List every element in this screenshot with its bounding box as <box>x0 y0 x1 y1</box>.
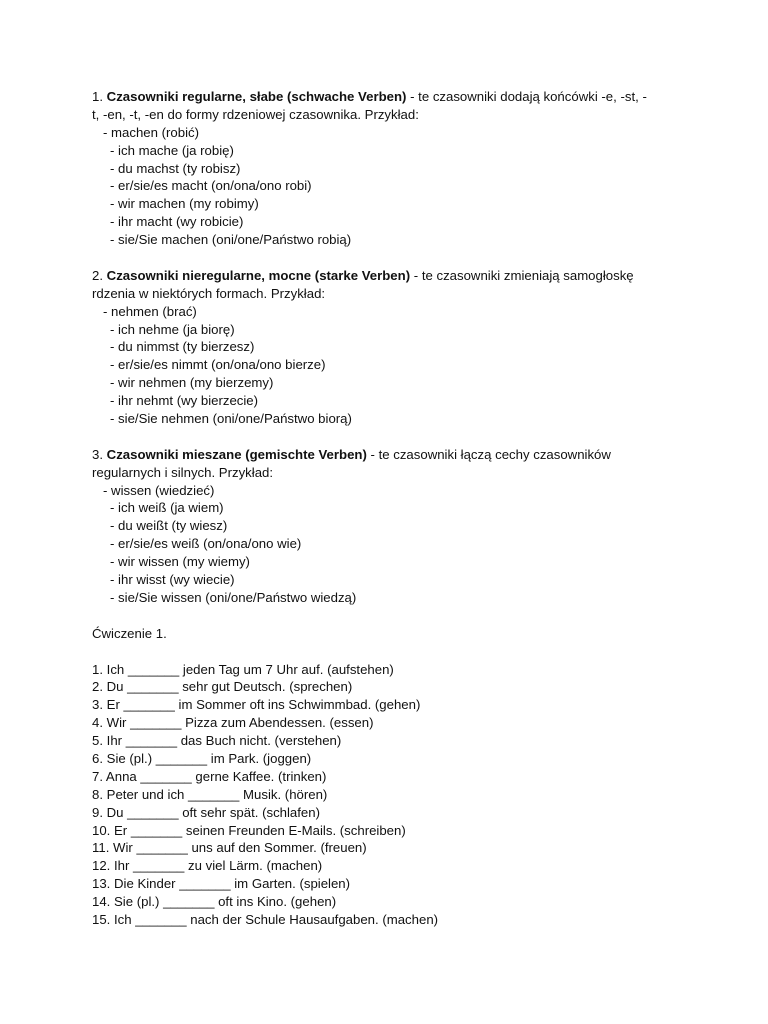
spacer <box>92 607 692 625</box>
exercise-item: 3. Er _______ im Sommer oft ins Schwimmbad. (gehen) <box>92 697 421 713</box>
example-verb: - machen (robić) <box>103 124 200 140</box>
conjugation-line: - wir nehmen (my bierzemy) <box>110 375 274 391</box>
spacer <box>92 428 692 446</box>
exercise-item: 6. Sie (pl.) _______ im Park. (joggen) <box>92 750 312 766</box>
exercise-item: 5. Ihr _______ das Buch nicht. (verstehen) <box>92 733 342 749</box>
section-irregular-verbs <box>92 267 692 428</box>
conjugation-line: - sie/Sie wissen (oni/one/Państwo wiedzą) <box>110 589 357 605</box>
exercise-item: 1. Ich _______ jeden Tag um 7 Uhr auf. (aufstehen) <box>92 661 394 677</box>
section-title: Czasowniki mieszane (gemischte Verben) <box>106 446 367 462</box>
section-description: - te czasowniki dodają końcówki -e, -st, - <box>406 89 647 104</box>
exercise-item: 4. Wir _______ Pizza zum Abendessen. (essen) <box>92 715 374 731</box>
exercise-item: 14. Sie (pl.) _______ oft ins Kino. (gehen) <box>92 894 337 910</box>
spacer <box>92 249 692 267</box>
section-description-cont: regularnych i silnych. Przykład: <box>92 464 274 480</box>
section-description-cont: rdzenia w niektórych formach. Przykład: <box>92 285 326 301</box>
example-verb: - nehmen (brać) <box>103 303 197 319</box>
section-title: Czasowniki nieregularne, mocne (starke Verben) <box>106 267 411 283</box>
exercise-item: 12. Ihr _______ zu viel Lärm. (machen) <box>92 858 323 874</box>
conjugation-line: - du nimmst (ty bierzesz) <box>110 339 255 355</box>
document-page <box>92 88 692 929</box>
section-heading <box>92 88 692 106</box>
exercise-item: 10. Er _______ seinen Freunden E-Mails. (schreiben) <box>92 822 406 838</box>
exercise-item: 15. Ich _______ nach der Schule Hausaufgaben. (machen) <box>92 911 439 927</box>
conjugation-line: - ich nehme (ja biorę) <box>110 321 235 337</box>
conjugation-line: - du machst (ty robisz) <box>110 160 241 176</box>
exercise-item: 11. Wir _______ uns auf den Sommer. (freuen) <box>92 840 367 856</box>
section-heading <box>92 267 692 285</box>
conjugation-line: - sie/Sie nehmen (oni/one/Państwo biorą) <box>110 411 352 427</box>
section-number: 3. <box>92 446 107 462</box>
section-description: - te czasowniki łączą cechy czasowników <box>366 446 611 462</box>
exercise-title: Ćwiczenie 1. <box>92 625 167 641</box>
exercise-item: 8. Peter und ich _______ Musik. (hören) <box>92 786 328 802</box>
exercise-item: 2. Du _______ sehr gut Deutsch. (sprechen) <box>92 679 353 695</box>
exercise-item: 13. Die Kinder _______ im Garten. (spielen) <box>92 876 351 892</box>
exercise-section <box>92 625 692 929</box>
section-heading <box>92 446 692 464</box>
section-description: - te czasowniki zmieniają samogłoskę <box>410 267 634 283</box>
conjugation-line: - ich mache (ja robię) <box>110 142 234 158</box>
exercise-item: 7. Anna _______ gerne Kaffee. (trinken) <box>92 768 327 784</box>
conjugation-line: - er/sie/es weiß (on/ona/ono wie) <box>110 536 302 552</box>
conjugation-line: - ich weiß (ja wiem) <box>110 500 224 516</box>
section-regular-verbs <box>92 88 692 249</box>
conjugation-line: - du weißt (ty wiesz) <box>110 518 228 534</box>
exercise-item: 9. Du _______ oft sehr spät. (schlafen) <box>92 804 320 820</box>
conjugation-line: - wir wissen (my wiemy) <box>110 554 250 570</box>
section-title: Czasowniki regularne, słabe (schwache Verben) <box>106 89 407 104</box>
conjugation-line: - er/sie/es macht (on/ona/ono robi) <box>110 178 312 194</box>
conjugation-line: - ihr macht (wy robicie) <box>110 214 244 230</box>
section-number: 1. <box>92 89 107 104</box>
conjugation-line: - er/sie/es nimmt (on/ona/ono bierze) <box>110 357 326 373</box>
conjugation-line: - ihr nehmt (wy bierzecie) <box>110 393 259 409</box>
conjugation-line: - sie/Sie machen (oni/one/Państwo robią) <box>110 232 352 248</box>
section-description-cont: t, -en, -t, -en do formy rdzeniowej czasownika. Przykład: <box>92 106 419 122</box>
conjugation-line: - ihr wisst (wy wiecie) <box>110 572 235 588</box>
conjugation-line: - wir machen (my robimy) <box>110 196 259 212</box>
spacer <box>92 643 692 661</box>
example-verb: - wissen (wiedzieć) <box>103 482 215 498</box>
section-mixed-verbs <box>92 446 692 607</box>
section-number: 2. <box>92 267 107 283</box>
